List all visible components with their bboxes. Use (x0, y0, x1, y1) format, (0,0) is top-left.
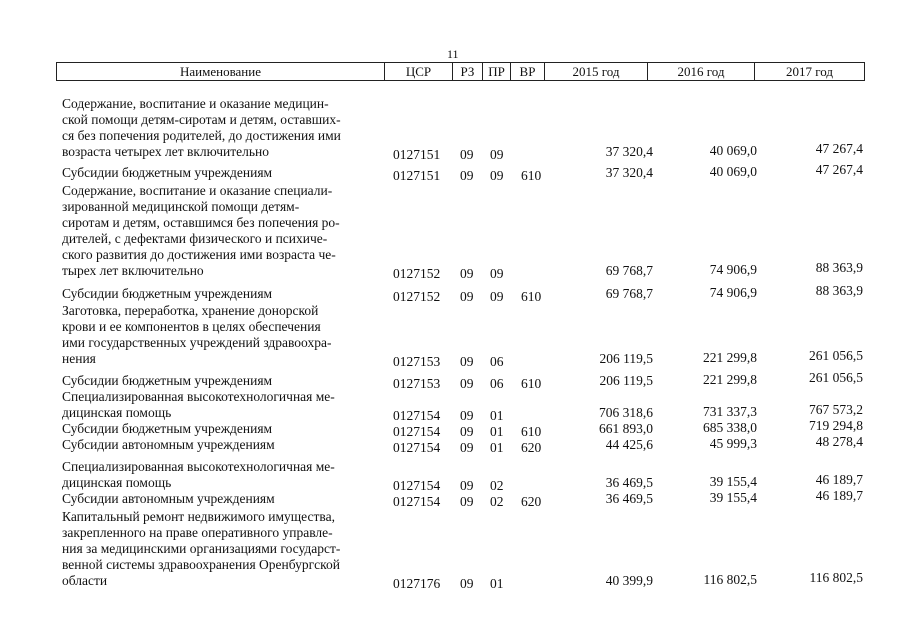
header-2016: 2016 год (648, 63, 755, 80)
row-rz: 09 (460, 168, 474, 183)
row-csr: 0127154 (393, 424, 441, 439)
header-rz: РЗ (453, 63, 483, 80)
row-csr: 0127153 (393, 376, 441, 391)
row-value-2016: 731 337,3 (703, 404, 757, 419)
row-description: Содержание, воспитание и оказание специали- зированной медицинской помощи детям- сиротам и детям, оставшимся без попечения ро- дителей, с дефектами физического и психиче- ского развития до достижения ими возраста че- тырех лет включительно (62, 183, 340, 278)
row-value-2017: 719 294,8 (809, 418, 863, 433)
row-rz: 09 (460, 424, 474, 439)
row-rz: 09 (460, 147, 474, 162)
row-rz: 09 (460, 289, 474, 304)
row-pr: 09 (490, 266, 504, 281)
row-pr: 01 (490, 440, 504, 455)
row-value-2015: 69 768,7 (605, 286, 653, 301)
row-description: Специализированная высокотехнологичная ме- дицинская помощь (62, 389, 335, 420)
row-value-2017: 767 573,2 (809, 402, 863, 417)
row-rz: 09 (460, 494, 474, 509)
row-vr: 620 (521, 494, 542, 509)
row-value-2015: 36 469,5 (605, 475, 653, 490)
row-description: Капитальный ремонт недвижимого имущества, закрепленного на праве оперативного управле- ния за медицинскими организациями государст- венной системы здравоохранения Оренбургской области (62, 509, 341, 588)
header-name: Наименование (57, 63, 385, 80)
row-vr: 610 (521, 168, 542, 183)
row-value-2015: 40 399,9 (605, 573, 653, 588)
row-pr: 02 (490, 478, 504, 493)
row-value-2017: 261 056,5 (809, 370, 863, 385)
row-value-2015: 206 119,5 (599, 351, 653, 366)
row-pr: 01 (490, 408, 504, 423)
row-vr: 610 (521, 376, 542, 391)
header-vr: ВР (511, 63, 545, 80)
row-description: Субсидии бюджетным учреждениям (62, 373, 273, 388)
row-csr: 0127154 (393, 408, 441, 423)
row-description: Субсидии автономным учреждениям (62, 491, 275, 506)
row-value-2016: 45 999,3 (709, 436, 757, 451)
row-pr: 01 (490, 424, 504, 439)
row-csr: 0127151 (393, 147, 441, 162)
row-pr: 09 (490, 289, 504, 304)
row-rz: 09 (460, 408, 474, 423)
row-vr: 620 (521, 440, 542, 455)
row-csr: 0127176 (393, 576, 441, 591)
row-value-2016: 221 299,8 (703, 350, 757, 365)
row-pr: 09 (490, 147, 504, 162)
row-rz: 09 (460, 266, 474, 281)
row-value-2017: 116 802,5 (809, 570, 863, 585)
row-value-2016: 221 299,8 (703, 372, 757, 387)
row-value-2017: 261 056,5 (809, 348, 863, 363)
row-description: Специализированная высокотехнологичная ме- дицинская помощь (62, 459, 335, 490)
row-csr: 0127154 (393, 478, 441, 493)
row-value-2016: 116 802,5 (703, 572, 757, 587)
row-rz: 09 (460, 376, 474, 391)
row-rz: 09 (460, 354, 474, 369)
row-csr: 0127152 (393, 266, 441, 281)
row-pr: 01 (490, 576, 504, 591)
row-value-2016: 39 155,4 (709, 474, 757, 489)
row-value-2016: 40 069,0 (709, 143, 757, 158)
row-csr: 0127154 (393, 440, 441, 455)
row-value-2016: 39 155,4 (709, 490, 757, 505)
row-value-2016: 685 338,0 (703, 420, 757, 435)
row-value-2017: 47 267,4 (815, 141, 863, 156)
row-rz: 09 (460, 440, 474, 455)
row-vr: 610 (521, 424, 542, 439)
row-csr: 0127151 (393, 168, 441, 183)
row-value-2015: 44 425,6 (605, 437, 653, 452)
row-value-2017: 46 189,7 (815, 472, 863, 487)
header-pr: ПР (483, 63, 511, 80)
row-value-2015: 661 893,0 (599, 421, 653, 436)
row-description: Субсидии автономным учреждениям (62, 437, 275, 452)
row-description: Содержание, воспитание и оказание медицин- ской помощи детям-сиротам и детям, оставших- ся без попечения родителей, до достижения ими возраста четырех лет включительно (62, 96, 341, 159)
row-csr: 0127153 (393, 354, 441, 369)
row-value-2015: 706 318,6 (599, 405, 653, 420)
row-description: Субсидии бюджетным учреждениям (62, 286, 273, 301)
page-number: 11 (447, 47, 459, 61)
header-2015: 2015 год (545, 63, 648, 80)
row-value-2017: 46 189,7 (815, 488, 863, 503)
row-value-2016: 74 906,9 (709, 262, 757, 277)
row-csr: 0127152 (393, 289, 441, 304)
row-pr: 06 (490, 376, 504, 391)
row-rz: 09 (460, 576, 474, 591)
row-value-2017: 88 363,9 (815, 283, 863, 298)
row-rz: 09 (460, 478, 474, 493)
row-csr: 0127154 (393, 494, 441, 509)
row-pr: 09 (490, 168, 504, 183)
header-csr: ЦСР (385, 63, 453, 80)
row-description: Субсидии бюджетным учреждениям (62, 165, 273, 180)
row-value-2016: 74 906,9 (709, 285, 757, 300)
row-pr: 06 (490, 354, 504, 369)
row-value-2015: 206 119,5 (599, 373, 653, 388)
row-value-2015: 37 320,4 (605, 144, 653, 159)
row-value-2015: 36 469,5 (605, 491, 653, 506)
row-description: Субсидии бюджетным учреждениям (62, 421, 273, 436)
row-value-2016: 40 069,0 (709, 164, 757, 179)
row-value-2017: 88 363,9 (815, 260, 863, 275)
row-vr: 610 (521, 289, 542, 304)
header-2017: 2017 год (786, 64, 833, 79)
row-value-2015: 69 768,7 (605, 263, 653, 278)
row-pr: 02 (490, 494, 504, 509)
row-value-2017: 47 267,4 (815, 162, 863, 177)
row-value-2015: 37 320,4 (605, 165, 653, 180)
row-description: Заготовка, переработка, хранение донорской крови и ее компонентов в целях обеспечения ими государственных учреждений здравоохра- нения (62, 303, 332, 366)
row-value-2017: 48 278,4 (815, 434, 863, 449)
